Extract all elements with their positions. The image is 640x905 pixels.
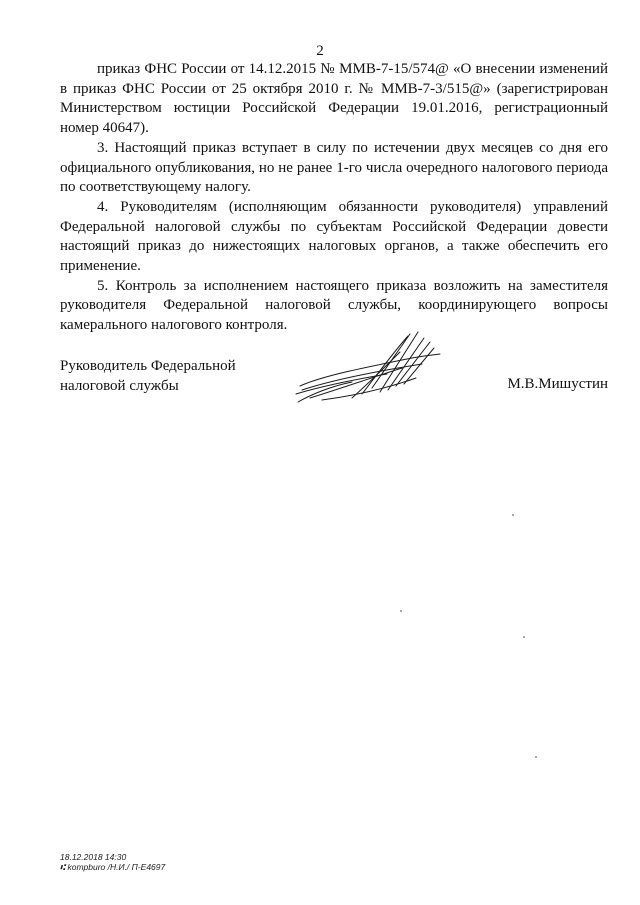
paragraph-3: 3. Настоящий приказ вступает в силу по истечении двух месяцев со дня его официального опубликования, но не ранее 1-го числа очередного налогового периода по соответствующему налогу. bbox=[60, 139, 608, 196]
signatory-name: М.В.Мишустин bbox=[507, 376, 608, 392]
scan-speck bbox=[523, 636, 525, 638]
handwritten-signature bbox=[292, 328, 442, 408]
paragraph-4: 4. Руководителям (исполняющим обязанности руководителя) управлений Федеральной налоговой службы по субъектам Российской Федерации довести настоящий приказ до нижестоящих налоговых органов, а также обеспечить его применение. bbox=[60, 198, 608, 275]
file-path-icon: ⑆ bbox=[60, 862, 68, 872]
signatory-role-line1: Руководитель Федеральной bbox=[60, 358, 236, 374]
footer-operator-text: kompburo /Н.И./ П-Е4697 bbox=[67, 862, 166, 872]
paragraph-continuation: приказ ФНС России от 14.12.2015 № ММВ-7-15/574@ «О внесении изменений в приказ ФНС России от 25 октября 2010 г. № ММВ-7-3/515@» (зарегистрирован Министерством юстиции Российской Федерации 19.01.2016, регистрационный номер 40647). bbox=[60, 61, 608, 137]
scan-speck bbox=[400, 610, 402, 612]
document-body bbox=[60, 60, 608, 336]
signatory-role bbox=[60, 356, 236, 396]
paragraph-5: 5. Контроль за исполнением настоящего приказа возложить на заместителя руководителя Федеральной налоговой службы, координирующего вопросы камерального налогового контроля. bbox=[60, 277, 608, 334]
footer-operator bbox=[60, 862, 165, 872]
signatory-role-line2: налоговой службы bbox=[60, 378, 179, 394]
scan-speck bbox=[512, 514, 514, 516]
page-number: 2 bbox=[316, 43, 324, 59]
scan-speck bbox=[535, 756, 537, 758]
footer-stamp bbox=[60, 852, 165, 872]
footer-timestamp: 18.12.2018 14:30 bbox=[60, 852, 127, 862]
